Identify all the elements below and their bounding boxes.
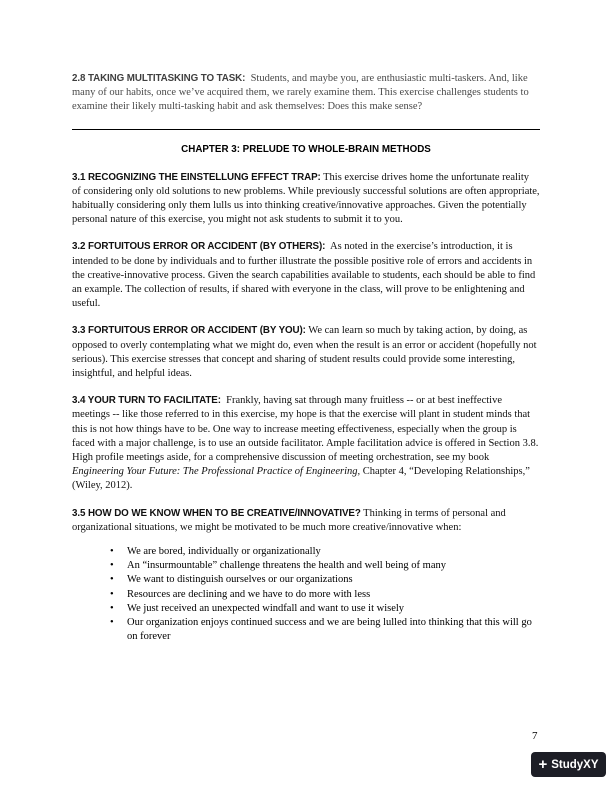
bullet-icon: • <box>110 560 114 572</box>
section-body: We can learn so much by taking action, by doing, as opposed to overly contemplating what we might do, even when the result is an error or accident (hopefully not serious). This exercise stresses that concept and sharing of student results could provide some interesting, insightful, and helpful ideas. <box>72 325 537 380</box>
section-3-3 <box>72 324 540 381</box>
section-heading: 2.8 TAKING MULTITASKING TO TASK: <box>72 73 246 84</box>
list-item-text: We want to distinguish ourselves or our organizations <box>127 574 353 586</box>
bullet-icon: • <box>110 546 114 558</box>
list-item-text: We are bored, individually or organizationally <box>127 546 321 558</box>
section-3-1 <box>72 171 540 228</box>
list-item-text: We just received an unexpected windfall and want to use it wisely <box>127 602 405 614</box>
list-item-text: An “insurmountable” challenge threatens the health and well being of many <box>127 560 446 572</box>
bullet-icon: • <box>110 588 114 600</box>
section-body: Students, and maybe you, are enthusiastic multi-taskers. And, like many of our habits, once we’ve acquired them, we rarely examine them. This exercise challenges students to examine their likely multi-tasking habit and ask themselves: Does this make sense? <box>72 73 529 113</box>
page-content <box>72 72 540 645</box>
bullet-icon: • <box>110 574 114 586</box>
section-3-4 <box>72 394 540 493</box>
section-3-2 <box>72 240 540 311</box>
bullet-icon: • <box>110 617 114 629</box>
section-2-8 <box>72 72 540 115</box>
bullet-icon: • <box>110 602 114 614</box>
section-heading: 3.1 RECOGNIZING THE EINSTELLUNG EFFECT TRAP: <box>72 171 321 183</box>
list-item-text: Our organization enjoys continued success and we are being lulled into thinking that this will go on forever <box>127 617 532 643</box>
section-heading: 3.2 FORTUITOUS ERROR OR ACCIDENT (BY OTHERS): <box>72 241 326 253</box>
list-item <box>110 559 540 573</box>
studyxy-badge[interactable] <box>531 752 606 777</box>
section-body: Frankly, having sat through many fruitless -- or at best ineffective meetings -- like those referred to in this exercise, my hope is that the exercise will plant in student minds that this is not how things have to be. One way to increase meeting effectiveness, especially when the group is faced with a major challenge, is to use an outside facilitator. Ample facilitation advice is offered in Section 3.8. High profile meetings aside, for a comprehensive discussion of meeting orchestration, see my book <box>72 395 539 464</box>
section-body-end: Chapter 4, “Developing Relationships,” (Wiley, 2012). <box>72 466 530 492</box>
page-number: 7 <box>532 730 538 742</box>
list-item <box>110 602 540 616</box>
plus-icon: + <box>538 755 548 773</box>
list-item-text: Resources are declining and we have to do more with less <box>127 588 371 600</box>
horizontal-rule <box>72 129 540 130</box>
section-heading: 3.5 HOW DO WE KNOW WHEN TO BE CREATIVE/INNOVATIVE? <box>72 507 361 519</box>
list-item <box>110 616 540 644</box>
section-heading: 3.4 YOUR TURN TO FACILITATE: <box>72 395 221 407</box>
section-body: This exercise drives home the unfortunate reality of considering only old solutions to new problems. While previously successful solutions are often appropriate, habitually considering only them lulls us into thinking creative/innovative approaches. Given the potentially personal nature of this exercise, you might not ask students to submit it to you. <box>72 171 540 226</box>
list-item <box>110 588 540 602</box>
bullet-list <box>72 545 540 644</box>
section-body: Thinking in terms of personal and organizational situations, we might be motivated to be much more creative/innovative when: <box>72 507 506 533</box>
book-title: Engineering Your Future: The Professional Practice of Engineering, <box>72 466 361 478</box>
section-heading: 3.3 FORTUITOUS ERROR OR ACCIDENT (BY YOU): <box>72 325 306 337</box>
list-item <box>110 545 540 559</box>
chapter-title: CHAPTER 3: PRELUDE TO WHOLE-BRAIN METHODS <box>181 143 431 155</box>
section-3-5 <box>72 507 540 535</box>
badge-label: StudyXY <box>551 758 599 771</box>
list-item <box>110 573 540 587</box>
section-body: As noted in the exercise’s introduction, it is intended to be done by individuals and to further illustrate the possible positive role of errors and accidents in the creative-innovative process. Given the search capabilities available to students, each should be able to find an example. The collection of results, if shared with everyone in the class, will prove to be enlightening and useful. <box>72 241 536 310</box>
